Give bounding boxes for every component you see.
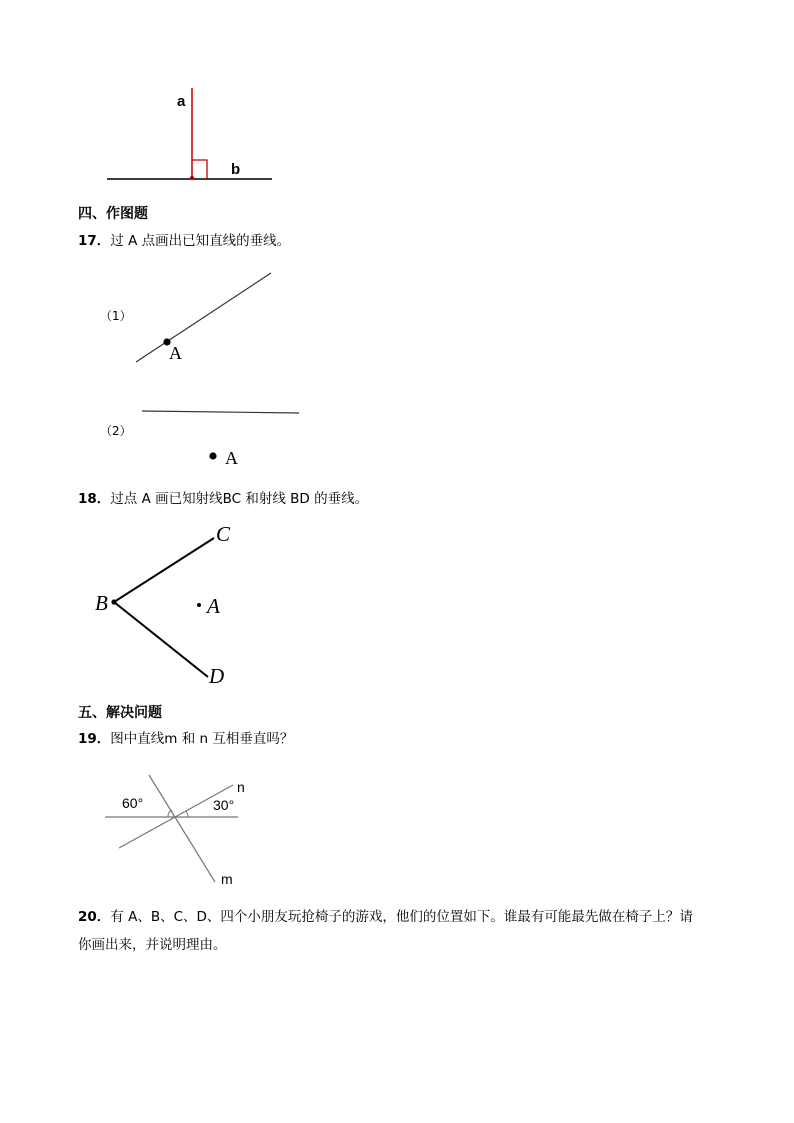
q17-point-label-2: A [225, 448, 238, 468]
q17-point-a-2 [209, 452, 216, 459]
label-m: m [221, 871, 233, 887]
question-19-number: 19． [78, 731, 111, 747]
label-a: a [177, 93, 186, 110]
ray-bd [114, 602, 208, 677]
question-19 [78, 727, 293, 747]
question-18-text: 过点 A 画已知射线BC 和射线 BD 的垂线。 [110, 491, 369, 507]
right-angle-mark [192, 160, 207, 179]
q17-part-1-label: （1） [100, 309, 132, 323]
question-20-line-1: 有 A、B、C、D、四个小朋友玩抢椅子的游戏，他们的位置如下。谁最有可能最先做在椅子上？请 [110, 909, 693, 925]
point-a [197, 603, 201, 607]
label-c: C [216, 522, 231, 546]
label-n: n [237, 779, 245, 795]
angle-arc-30 [186, 811, 188, 817]
question-20-line-2: 你画出来，并说明理由。 [78, 937, 227, 953]
q17-line-1 [136, 273, 271, 362]
q17-part-2-label: （2） [100, 424, 132, 438]
question-17-text: 过 A 点画出已知直线的垂线。 [110, 233, 291, 249]
section-4-title: 四、作图题 [78, 206, 148, 222]
intersection-point [190, 176, 194, 180]
label-b-point: B [95, 591, 108, 615]
question-19-text: 图中直线m 和 n 互相垂直吗？ [110, 731, 294, 747]
question-20-number: 20． [78, 909, 111, 925]
angle-30-label: 30° [213, 797, 235, 813]
question-20 [78, 905, 693, 925]
question-17-number: 17． [78, 233, 111, 249]
question-17 [78, 229, 290, 249]
label-a-point: A [207, 594, 220, 618]
question-18-number: 18． [78, 491, 111, 507]
section-5-title: 五、解决问题 [78, 705, 162, 721]
angle-60-label: 60° [122, 795, 144, 811]
label-d: D [209, 664, 225, 688]
perpendicular-figure [107, 88, 272, 180]
label-b: b [231, 161, 241, 178]
ray-bc [114, 538, 214, 602]
q17-point-label-1: A [169, 343, 182, 363]
q17-line-2 [142, 411, 299, 413]
line-m [149, 775, 215, 882]
point-b [111, 599, 116, 604]
question-18 [78, 487, 368, 507]
